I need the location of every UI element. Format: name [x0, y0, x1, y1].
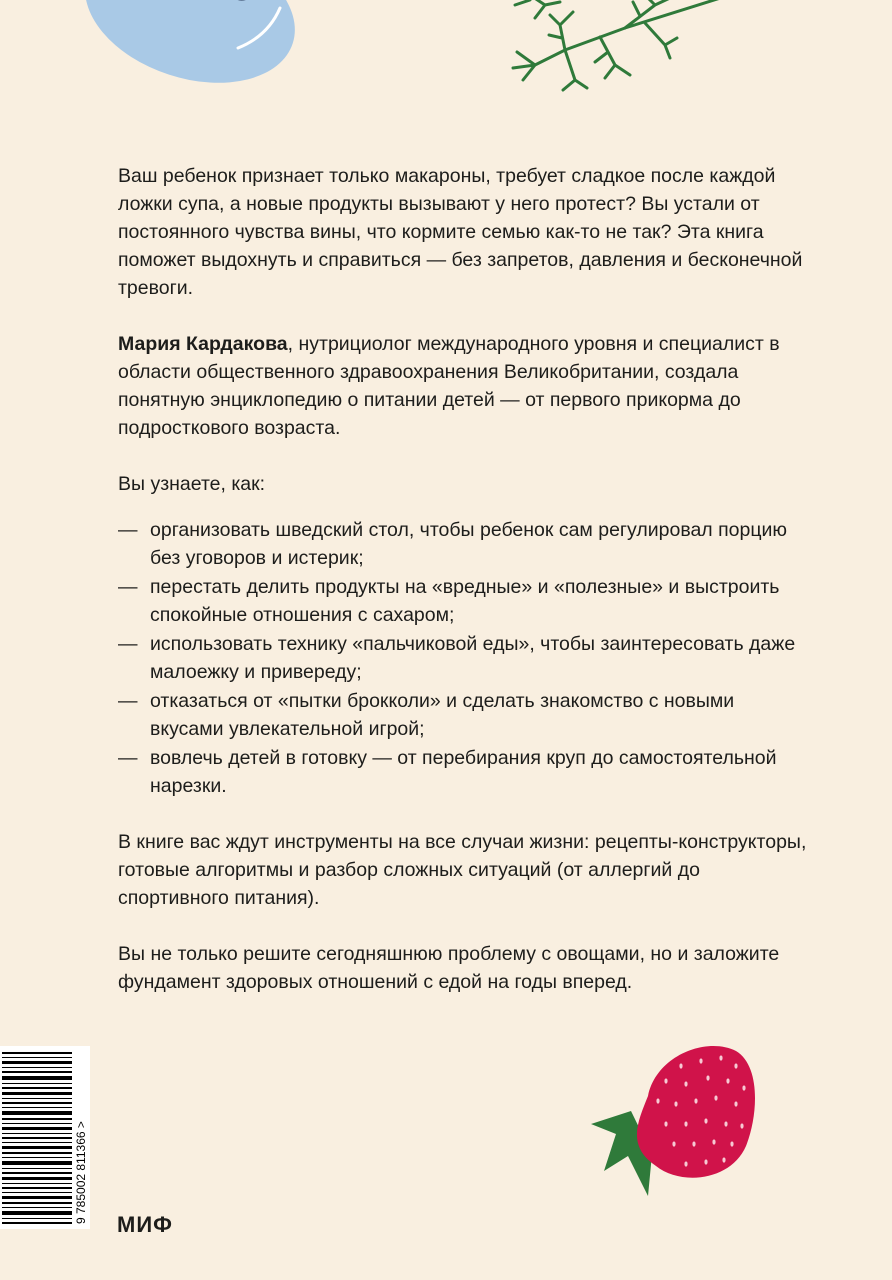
isbn-digits: 9 785002 811366 > [74, 1121, 88, 1224]
list-dash: — [118, 633, 138, 655]
benefits-list [118, 516, 808, 800]
list-item [118, 516, 808, 572]
list-dash: — [118, 519, 138, 541]
intro-paragraph: Ваш ребенок признает только макароны, требует сладкое после каждой ложки супа, а новые продукты вызывают у него протест? Вы устали от постоянного чувства вины, что кормите семью как-то не так? Эта книга поможет выдохнуть и справиться — без запретов, давления и бесконечной тревоги. [118, 165, 803, 299]
list-item-text: организовать шведский стол, чтобы ребенок сам регулировал порцию без уговоров и истерик; [150, 519, 788, 569]
tools-paragraph: В книге вас ждут инструменты на все случаи жизни: рецепты-конструкторы, готовые алгоритмы и разбор сложных ситуаций (от аллергий до спортивного питания). [118, 831, 807, 909]
author-description: , нутрициолог международного уровня и специалист в области общественного здравоохранения Великобритании, создала понятную энциклопедию о питании детей — от первого прикорма до подросткового возраста. [118, 333, 780, 439]
description-text [118, 162, 808, 1024]
isbn-barcode [0, 1046, 90, 1229]
list-dash: — [118, 576, 138, 598]
list-item-text: вовлечь детей в готовку — от перебирания круп до самостоятельной нарезки. [150, 747, 777, 797]
author-name: Мария Кардакова [118, 333, 288, 355]
list-item [118, 573, 808, 629]
list-item [118, 630, 808, 686]
list-item-text: использовать технику «пальчиковой еды», чтобы заинтересовать даже малоежку и привереду; [150, 633, 796, 683]
list-item-text: отказаться от «пытки брокколи» и сделать знакомство с новыми вкусами увлекательной игрой; [150, 690, 735, 740]
closing-paragraph: Вы не только решите сегодняшнюю проблему с овощами, но и заложите фундамент здоровых отношений с едой на годы вперед. [118, 943, 780, 993]
list-dash: — [118, 747, 138, 769]
list-dash: — [118, 690, 138, 712]
barcode-bars [0, 1046, 74, 1229]
publisher-logo: МИФ [117, 1212, 173, 1237]
barcode-digits [74, 1050, 88, 1226]
list-item [118, 744, 808, 800]
dill-illustration [505, 0, 735, 95]
list-intro: Вы узнаете, как: [118, 473, 266, 495]
list-item [118, 687, 808, 743]
strawberry-illustration [586, 1036, 761, 1201]
macaron-illustration [80, 0, 300, 115]
list-item-text: перестать делить продукты на «вредные» и «полезные» и выстроить спокойные отношения с сахаром; [150, 576, 780, 626]
author-paragraph [118, 330, 808, 442]
